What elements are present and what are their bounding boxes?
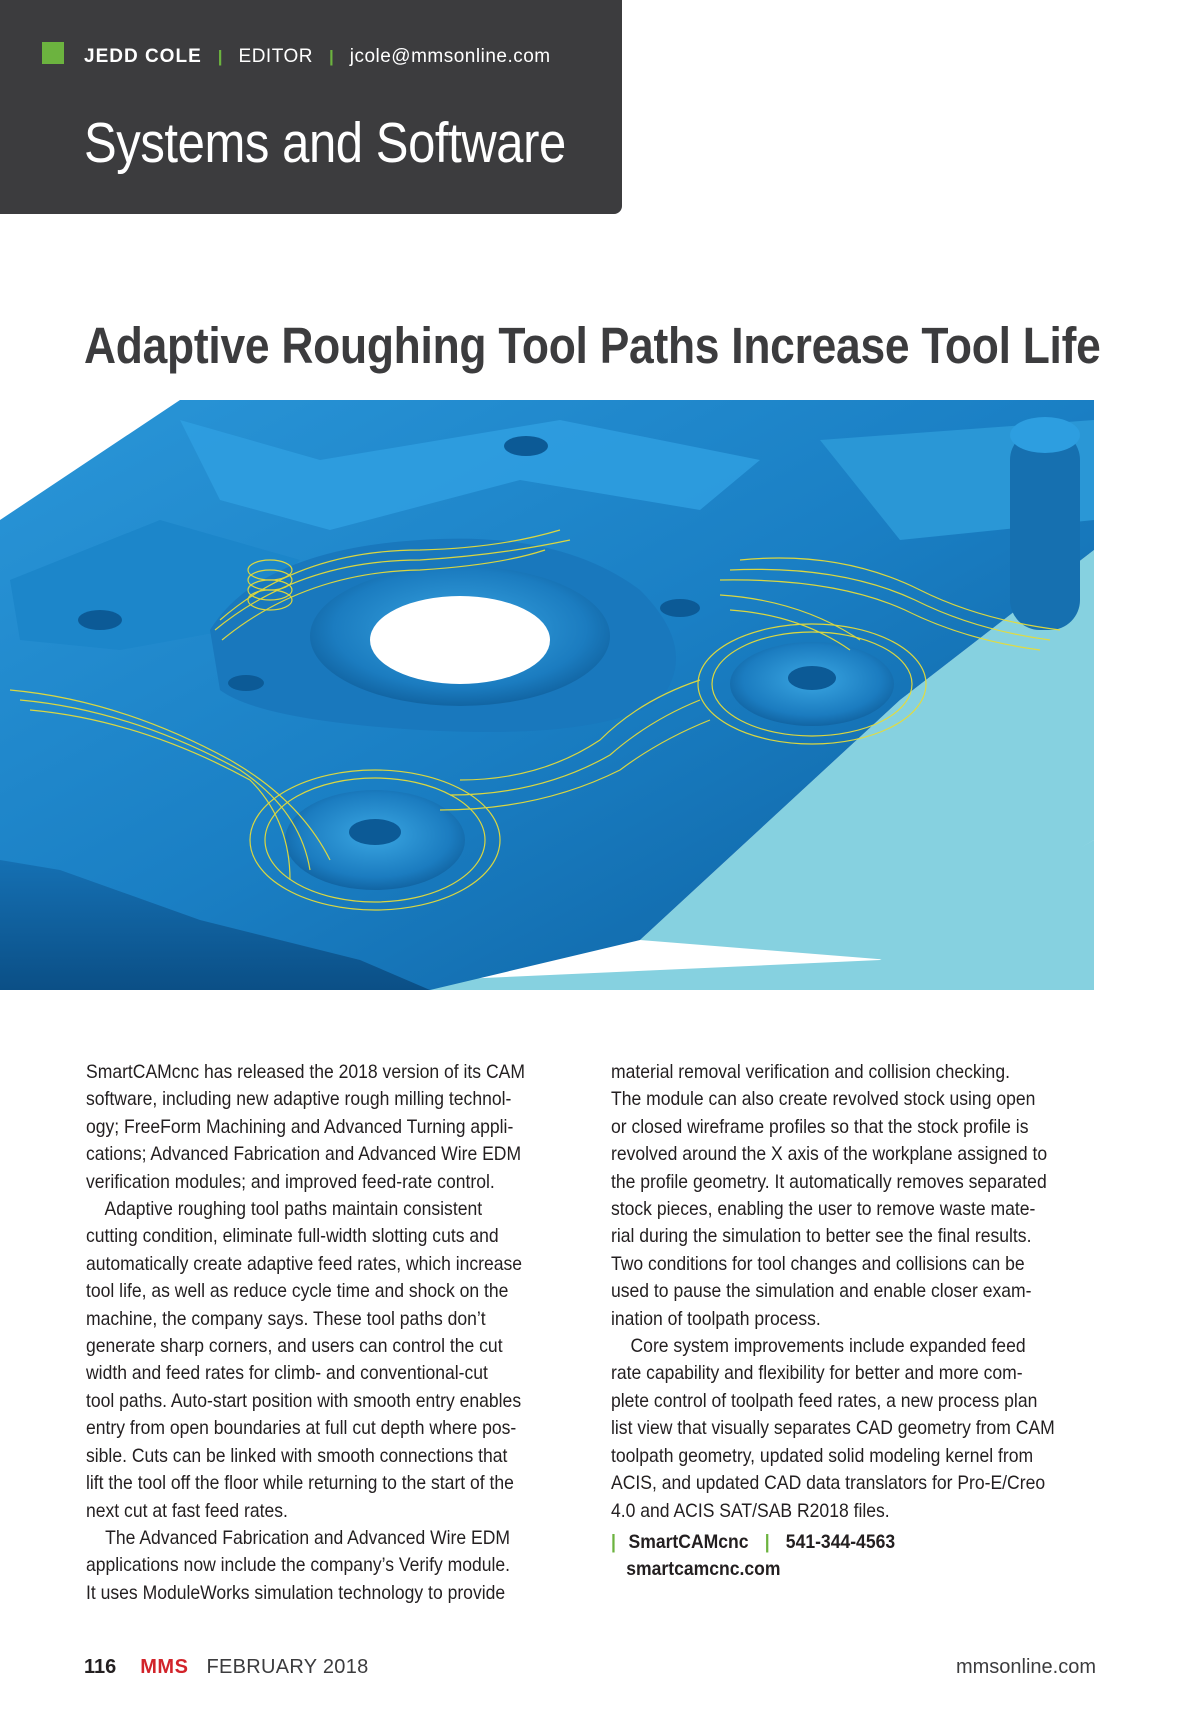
part-hole [228,675,264,691]
part-hole [660,599,700,617]
body-line: ogy; FreeForm Machining and Advanced Turning appli- [86,1115,514,1138]
body-line: The module can also create revolved stock using open [611,1088,1036,1111]
body-line: tool life, as well as reduce cycle time and shock on the [86,1280,509,1303]
body-line: lift the tool off the floor while returning to the start of the [86,1472,514,1495]
byline-divider: | [217,47,223,66]
site-link[interactable]: mmsonline.com [955,1655,1096,1678]
body-line: sible. Cuts can be linked with smooth connections that [86,1444,508,1467]
body-line: next cut at fast feed rates. [86,1499,288,1522]
contact-row [611,1556,1061,1583]
author-role: EDITOR [238,46,313,67]
section-title: Systems and Software [84,111,566,175]
body-line: verification modules; and improved feed-rate control. [86,1170,495,1193]
part-hole [504,436,548,456]
body-line: width and feed rates for climb- and conventional-cut [86,1362,488,1385]
contact-info [611,1529,1111,1583]
issue-date: FEBRUARY 2018 [206,1655,369,1678]
body-line: The Advanced Fabrication and Advanced Wire EDM [86,1526,511,1549]
magazine-name: MMS [140,1655,189,1678]
body-line: stock pieces, enabling the user to remove waste mate- [611,1198,1036,1221]
contact-divider: | [611,1531,616,1553]
body-line: plete control of toolpath feed rates, a new process plan [611,1389,1038,1412]
section-marker-square [42,42,64,64]
page-footer [84,1654,1096,1680]
body-line: software, including new adaptive rough milling technol- [86,1088,512,1111]
cam-part-render [0,400,1094,990]
contact-phone[interactable]: 541-344-4563 [785,1531,896,1553]
byline [84,45,551,69]
body-line: ACIS, and updated CAD data translators for Pro-E/Creo [611,1472,1046,1495]
body-line: automatically create adaptive feed rates, which increase [86,1252,523,1275]
contact-divider: | [764,1531,770,1553]
body-line: machine, the company says. These tool paths don’t [86,1307,486,1330]
body-line: 4.0 and ACIS SAT/SAB R2018 files. [611,1499,890,1522]
section-header [0,0,622,214]
part-pillar-top [1010,417,1080,453]
body-column-right [611,1059,1111,1525]
part-boss-hole [788,666,836,690]
author-name: JEDD COLE [84,46,202,67]
byline-divider: | [328,47,334,66]
contact-company: SmartCAMcnc [628,1531,749,1553]
body-line: tool paths. Auto-start position with smooth entry enables [86,1389,522,1412]
contact-row [611,1529,1061,1556]
body-line: toolpath geometry, updated solid modeling kernel from [611,1444,1034,1467]
article-headline: Adaptive Roughing Tool Paths Increase Tool Life [84,317,1101,374]
part-pillar [1010,430,1080,630]
body-line: material removal verification and collision checking. [611,1061,1010,1083]
body-line: generate sharp corners, and users can control the cut [86,1335,503,1358]
body-line: Two conditions for tool changes and collisions can be [611,1252,1025,1275]
page-number: 116 [84,1655,117,1678]
body-line: the profile geometry. It automatically removes separated [611,1170,1047,1193]
part-hole [78,610,122,630]
body-line: used to pause the simulation and enable closer exam- [611,1280,1032,1303]
body-line: cations; Advanced Fabrication and Advanced Wire EDM [86,1143,522,1166]
body-line: applications now include the company’s Verify module. [86,1554,511,1577]
body-line: SmartCAMcnc has released the 2018 version of its CAM [86,1061,525,1083]
body-line: ination of toolpath process. [611,1307,821,1330]
body-line: list view that visually separates CAD geometry from CAM [611,1417,1055,1440]
author-email[interactable]: jcole@mmsonline.com [349,46,551,67]
part-boss-hole [349,819,401,845]
body-line: It uses ModuleWorks simulation technology to provide [86,1581,506,1604]
part-bore-hole [370,596,550,684]
body-line: Core system improvements include expanded feed [611,1335,1026,1358]
body-line: revolved around the X axis of the workplane assigned to [611,1143,1048,1166]
body-line: rial during the simulation to better see the final results. [611,1225,1032,1248]
contact-website-link[interactable]: smartcamcnc.com [626,1558,781,1580]
body-line: Adaptive roughing tool paths maintain consistent [86,1198,483,1221]
body-column-left [86,1059,586,1607]
body-line: rate capability and flexibility for better and more com- [611,1362,1023,1385]
body-line: entry from open boundaries at full cut depth where pos- [86,1417,517,1440]
article-figure [0,400,1094,990]
body-line: or closed wireframe profiles so that the stock profile is [611,1115,1029,1138]
body-line: cutting condition, eliminate full-width slotting cuts and [86,1225,499,1248]
